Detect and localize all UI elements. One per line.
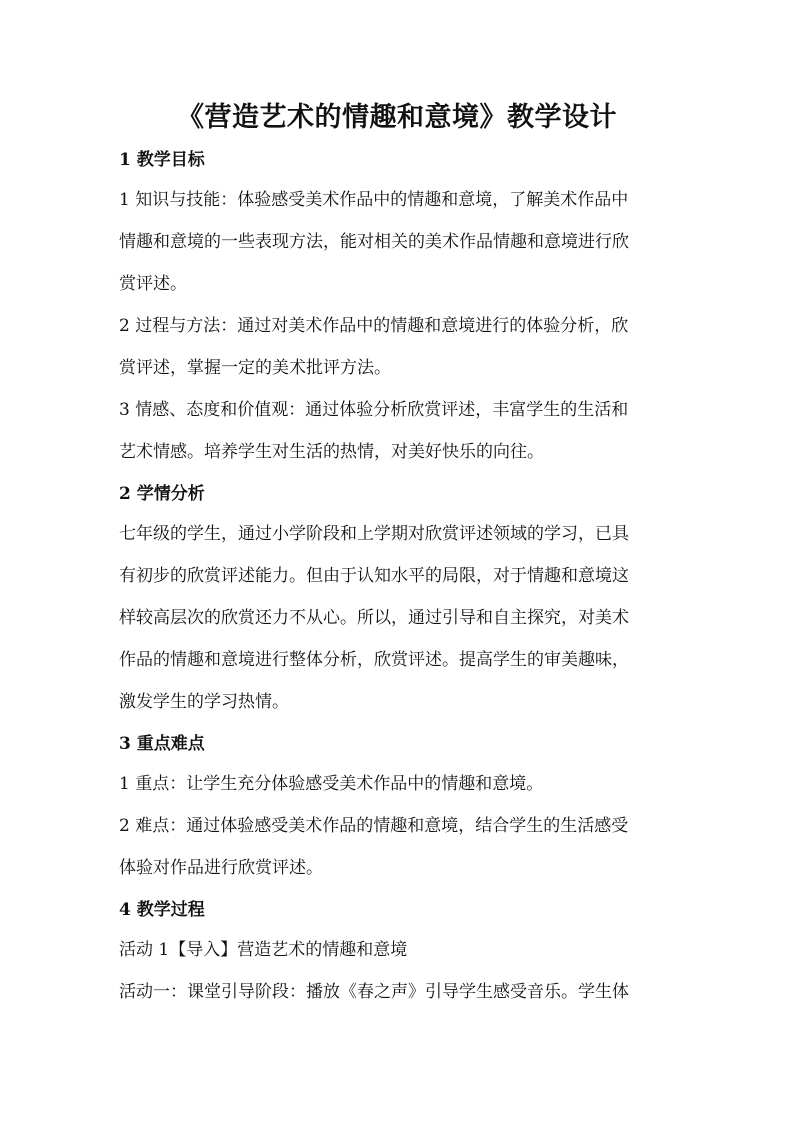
paragraph-line: 赏评述，掌握一定的美术批评方法。 (119, 358, 391, 378)
paragraph-line: 激发学生的学习热情。 (119, 692, 289, 712)
paragraph-line: 1 重点：让学生充分体验感受美术作品中的情趣和意境。 (119, 774, 544, 794)
document-title: 《营造艺术的情趣和意境》教学设计 (177, 102, 617, 133)
section-heading-objectives: 1 教学目标 (119, 150, 205, 170)
paragraph-line: 有初步的欣赏评述能力。但由于认知水平的局限，对于情趣和意境这 (119, 566, 629, 586)
section-heading-teaching-process: 4 教学过程 (119, 900, 205, 920)
paragraph-line: 七年级的学生，通过小学阶段和上学期对欣赏评述领域的学习，已具 (119, 524, 629, 544)
paragraph-line: 活动 1【导入】营造艺术的情趣和意境 (119, 940, 408, 960)
section-heading-learner-analysis: 2 学情分析 (119, 484, 205, 504)
paragraph-line: 艺术情感。培养学生对生活的热情，对美好快乐的向往。 (119, 442, 544, 462)
section-heading-key-points: 3 重点难点 (119, 734, 205, 754)
paragraph-line: 2 过程与方法：通过对美术作品中的情趣和意境进行的体验分析，欣 (119, 316, 629, 336)
paragraph-line: 1 知识与技能：体验感受美术作品中的情趣和意境，了解美术作品中 (119, 190, 629, 210)
paragraph-line: 3 情感、态度和价值观：通过体验分析欣赏评述，丰富学生的生活和 (119, 400, 629, 420)
paragraph-line: 作品的情趣和意境进行整体分析，欣赏评述。提高学生的审美趣味， (119, 650, 629, 670)
paragraph-line: 情趣和意境的一些表现方法，能对相关的美术作品情趣和意境进行欣 (119, 232, 629, 252)
paragraph-line: 活动一：课堂引导阶段：播放《春之声》引导学生感受音乐。学生体 (119, 982, 629, 1002)
paragraph-line: 样较高层次的欣赏还力不从心。所以，通过引导和自主探究，对美术 (119, 608, 629, 628)
paragraph-line: 体验对作品进行欣赏评述。 (119, 858, 323, 878)
paragraph-line: 2 难点：通过体验感受美术作品的情趣和意境，结合学生的生活感受 (119, 816, 629, 836)
paragraph-line: 赏评述。 (119, 274, 187, 294)
